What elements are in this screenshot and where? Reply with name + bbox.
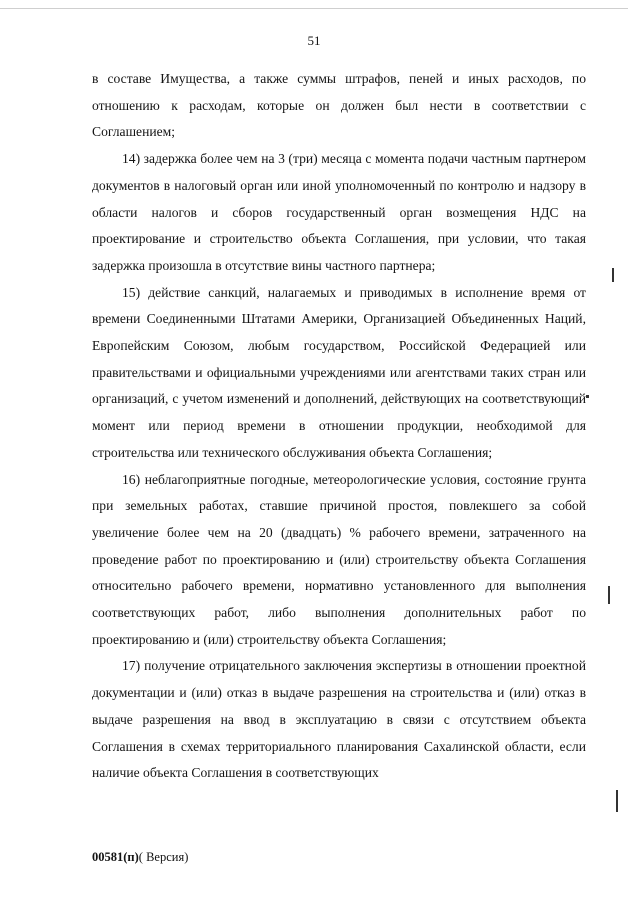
scan-mark	[612, 268, 614, 282]
paragraph-item-15: 15) действие санкций, налагаемых и приводимых в исполнение время от времени Соединенными Штатами Америки, Организацией Объединенных Наций, Европейским Союзом, любым государством, Российской Федерацией или правительствами и официальными учреждениями или агентствами таких стран или организаций, с учетом изменений и дополнений, действующих на соответствующий момент или период времени в отношении продукции, необходимой для строительства или технического обслуживания объекта Соглашения;	[92, 284, 586, 460]
document-code: 00581(п)	[92, 850, 139, 864]
paragraph-item-16: 16) неблагоприятные погодные, метеорологические условия, состояние грунта при земельных работах, ставшие причиной простоя, повлекшего за собой увеличение более чем на 20 (двадцать) % рабочего времени, затраченного на проведение работ по проектированию и (или) строительству объекта Соглашения относительно рабочего времени, нормативно установленного для выполнения соответствующих работ, либо выполнения дополнительных работ по проектированию и (или) строительству объекта Соглашения;	[92, 471, 586, 647]
scan-mark	[608, 586, 610, 604]
scan-edge-top	[0, 8, 628, 9]
document-body	[92, 66, 586, 787]
paragraph-item-17: 17) получение отрицательного заключения экспертизы в отношении проектной документации и (или) отказ в выдаче разрешения на строительства и (или) отказ в выдаче разрешения на ввод в эксплуатацию в связи с отсутствием объекта Соглашения в схемах территориального планирования Сахалинской области, если наличие объекта Соглашения в соответствующих	[92, 658, 586, 781]
page-number: 51	[307, 33, 321, 48]
document-version: ( Версия)	[138, 850, 189, 864]
scan-mark	[616, 790, 618, 812]
document-footer	[92, 850, 188, 865]
paragraph-continuation: в составе Имущества, а также суммы штрафов, пеней и иных расходов, по отношению к расходам, которые он должен был нести в соответствии с Соглашением;	[92, 71, 586, 140]
scan-mark	[586, 395, 589, 398]
paragraph-item-14: 14) задержка более чем на 3 (три) месяца с момента подачи частным партнером документов в налоговый орган или иной уполномоченный по контролю и надзору в области налогов и сборов государственный орган возмещения НДС на проектирование и строительство объекта Соглашения, при условии, что такая задержка произошла в отсутствие вины частного партнера;	[92, 151, 586, 273]
